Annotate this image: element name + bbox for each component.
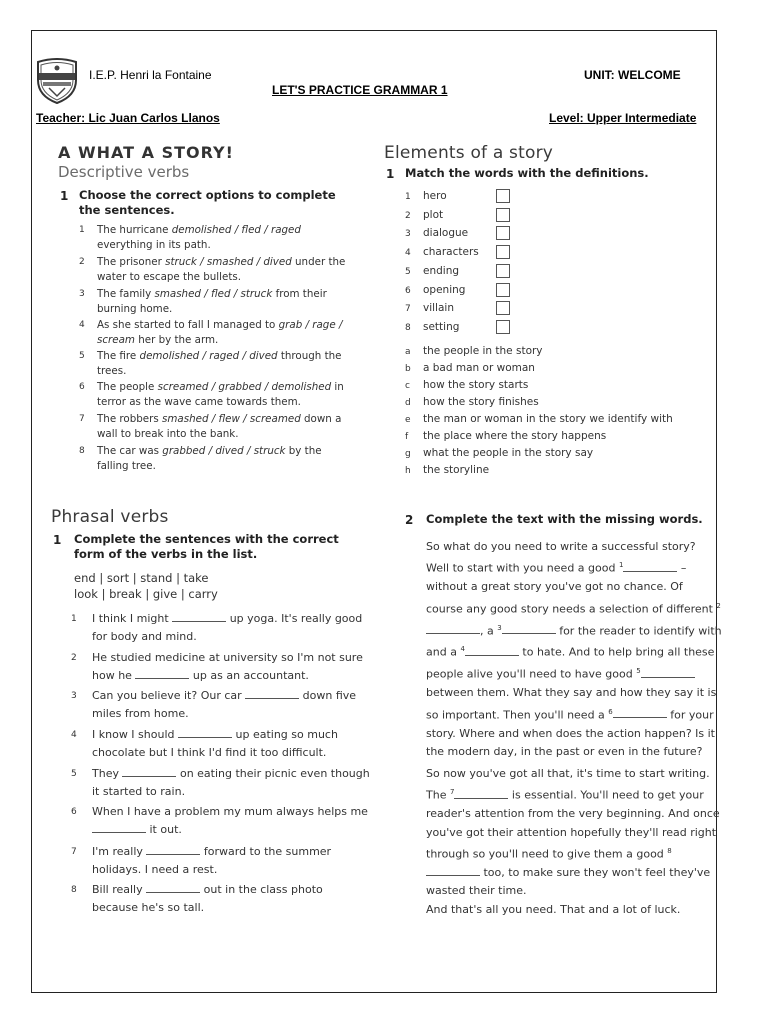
answer-box[interactable] xyxy=(496,320,510,334)
school-name: I.E.P. Henri la Fontaine xyxy=(89,68,212,82)
exercise-item xyxy=(71,687,371,723)
item-letter: d xyxy=(405,398,411,408)
section-a-title: A WHAT A STORY! xyxy=(58,143,234,162)
school-crest-logo xyxy=(35,58,79,104)
exercise-item xyxy=(79,287,349,317)
worksheet-title: LET'S PRACTICE GRAMMAR 1 xyxy=(272,83,448,97)
definition-text: how the story finishes xyxy=(423,396,539,408)
item-number: 3 xyxy=(405,229,411,240)
item-letter: g xyxy=(405,449,411,459)
answer-blank[interactable] xyxy=(92,822,146,833)
item-number: 2 xyxy=(79,257,85,267)
item-number: 4 xyxy=(71,730,77,740)
blank-number: 6 xyxy=(608,707,613,716)
answer-blank[interactable] xyxy=(135,668,189,679)
exercise-item xyxy=(71,765,371,801)
item-letter: c xyxy=(405,381,410,391)
definition-item xyxy=(405,447,593,459)
item-letter: a xyxy=(405,347,411,357)
match-word xyxy=(405,246,479,258)
answer-options[interactable]: struck / smashed / dived xyxy=(165,256,292,268)
story-text-paragraph-3: And that's all you need. That and a lot of luck. xyxy=(426,903,681,916)
blank-number: 3 xyxy=(497,623,502,632)
item-number: 7 xyxy=(405,304,411,315)
exercise-item xyxy=(79,318,349,348)
answer-blank[interactable] xyxy=(613,707,667,718)
definition-item xyxy=(405,464,489,476)
blank-number: 5 xyxy=(636,667,641,676)
word-text: ending xyxy=(423,264,460,277)
exercise-item xyxy=(71,649,371,685)
item-letter: e xyxy=(405,415,411,425)
item-text: They on eating their picnic even though it started to rain. xyxy=(92,767,370,798)
item-letter: h xyxy=(405,466,411,476)
item-text: The fire demolished / raged / dived through the trees. xyxy=(97,350,342,377)
answer-options[interactable]: demolished / raged / dived xyxy=(139,350,278,362)
item-text: Can you believe it? Our car down five miles from home. xyxy=(92,689,357,720)
word-text: opening xyxy=(423,283,466,296)
exercise-item xyxy=(71,726,371,762)
blank-number: 2 xyxy=(716,601,721,610)
item-number: 3 xyxy=(71,691,77,701)
exercise-item xyxy=(71,881,371,917)
answer-options[interactable]: screamed / grabbed / demolished xyxy=(157,381,332,393)
item-number: 5 xyxy=(79,351,85,361)
exercise-item xyxy=(79,444,349,474)
word-text: characters xyxy=(423,246,479,259)
item-text: The family smashed / fled / struck from their burning home. xyxy=(97,288,327,315)
item-number: 1 xyxy=(405,192,411,202)
answer-box[interactable] xyxy=(496,189,510,203)
definition-text: the people in the story xyxy=(423,345,543,357)
phrasal-verbs-heading: Phrasal verbs xyxy=(51,507,169,527)
item-number: 7 xyxy=(79,414,85,424)
item-text: When I have a problem my mum always helps me it out. xyxy=(92,805,368,836)
definition-item xyxy=(405,430,606,442)
answer-blank[interactable] xyxy=(623,561,677,572)
match-word xyxy=(405,284,465,296)
item-number: 2 xyxy=(71,653,77,663)
exercise-item xyxy=(79,223,349,253)
blank-number: 7 xyxy=(449,788,455,797)
answer-blank[interactable] xyxy=(178,727,232,738)
answer-box[interactable] xyxy=(496,264,510,278)
item-text: He studied medicine at university so I'm not sure how he up as an accountant. xyxy=(92,651,363,682)
match-word xyxy=(405,321,459,333)
definition-item xyxy=(405,413,673,425)
blank-number: 8 xyxy=(667,846,672,855)
answer-box[interactable] xyxy=(496,226,510,240)
definition-item xyxy=(405,345,543,357)
answer-blank[interactable] xyxy=(641,667,695,678)
item-text: Bill really out in the class photo because he's so tall. xyxy=(92,883,323,914)
answer-options[interactable]: grab / rage / scream xyxy=(97,319,343,346)
exercise-item xyxy=(71,843,371,879)
word-text: plot xyxy=(423,208,444,221)
word-text: villain xyxy=(423,302,454,315)
answer-blank[interactable] xyxy=(454,788,508,799)
answer-blank[interactable] xyxy=(146,844,200,855)
story-text-paragraph-2: So now you've got all that, it's time to start writing. The $^7$ is essential. You'll need to get your reader's attention from the very beginning. And once you've got their attention hopefully they'll read right through so you'll need to give them a good $^8$ too, to make sure they won't feel they've wasted their time. xyxy=(426,767,720,898)
exercise-item xyxy=(79,412,349,442)
answer-box[interactable] xyxy=(496,245,510,259)
item-letter: b xyxy=(405,364,411,374)
definition-item xyxy=(405,379,528,391)
exercise-instruction: Choose the correct options to complete the sentences. xyxy=(79,188,336,217)
exercise-item xyxy=(71,610,371,646)
story-text-paragraph-1: So what do you need to write a successful story? Well to start with you need a good $^1$ – without a great story you've got no chance. Of course any good story needs a selection of different $^2$, a $^3$ for the reader to identify with and a $^4$ to hate. And to help bring all these people alive you'll need to have good $^5$ between them. What they say and how they say it is so important. Then you'll need a $^6$ for your story. Where and when does the action happen? Is it the modern day, in the past or even in the future? xyxy=(426,540,722,758)
answer-blank[interactable] xyxy=(426,623,480,634)
word-text: setting xyxy=(423,320,460,333)
blank-number: 4 xyxy=(460,645,465,654)
item-text: The car was grabbed / dived / struck by the falling tree. xyxy=(97,445,322,472)
exercise-item xyxy=(79,349,349,379)
item-text: The people screamed / grabbed / demolished in terror as the wave came towards them. xyxy=(97,381,344,408)
answer-options[interactable]: grabbed / dived / struck xyxy=(162,445,286,457)
item-text: The robbers smashed / flew / screamed down a wall to break into the bank. xyxy=(97,413,342,440)
exercise-instruction: Complete the sentences with the correct form of the verbs in the list. xyxy=(74,532,339,561)
exercise-instruction: Complete the text with the missing words. xyxy=(426,512,703,526)
answer-blank[interactable] xyxy=(172,611,226,622)
item-number: 1 xyxy=(71,614,77,624)
match-word xyxy=(405,190,447,202)
verb-list-line-1: end | sort | stand | take xyxy=(74,571,209,585)
answer-blank[interactable] xyxy=(146,882,200,893)
item-letter: f xyxy=(405,432,409,442)
definition-text: the storyline xyxy=(423,464,490,476)
exercise-item xyxy=(79,255,349,285)
item-number: 6 xyxy=(71,807,77,817)
blank-number: 1 xyxy=(618,561,624,570)
item-number: 8 xyxy=(405,322,411,333)
match-word xyxy=(405,227,468,239)
verb-list-line-2: look | break | give | carry xyxy=(74,587,218,601)
item-text: I'm really forward to the summer holidays. I need a rest. xyxy=(92,845,332,876)
word-text: hero xyxy=(423,190,447,202)
answer-blank[interactable] xyxy=(122,766,176,777)
item-number: 6 xyxy=(405,285,411,296)
answer-options[interactable]: smashed / flew / screamed xyxy=(162,413,301,425)
definition-text: what the people in the story say xyxy=(423,447,594,459)
answer-options[interactable]: smashed / fled / struck xyxy=(154,288,273,300)
item-number: 5 xyxy=(71,769,77,779)
answer-box[interactable] xyxy=(496,208,510,222)
item-number: 8 xyxy=(71,885,77,895)
definition-text: how the story starts xyxy=(423,379,529,391)
exercise-item xyxy=(71,803,371,839)
answer-blank[interactable] xyxy=(465,645,519,656)
item-number: 7 xyxy=(71,847,77,857)
level-label: Level: Upper Intermediate xyxy=(549,111,697,125)
exercise-instruction: Match the words with the definitions. xyxy=(405,166,649,180)
answer-blank[interactable] xyxy=(502,623,556,634)
match-word xyxy=(405,265,459,277)
definition-text: the man or woman in the story we identify with xyxy=(423,413,673,425)
item-number: 6 xyxy=(79,382,85,392)
item-text: The hurricane demolished / fled / raged everything in its path. xyxy=(97,224,301,251)
item-number: 1 xyxy=(79,225,85,235)
answer-blank[interactable] xyxy=(245,688,299,699)
definition-item xyxy=(405,362,535,374)
item-text: I think I might up yoga. It's really good for body and mind. xyxy=(92,612,363,643)
definition-text: the place where the story happens xyxy=(423,430,607,442)
match-word xyxy=(405,302,454,314)
answer-options[interactable]: demolished / fled / raged xyxy=(171,224,301,236)
item-text: As she started to fall I managed to grab / rage / scream her by the arm. xyxy=(97,319,343,346)
item-number: 3 xyxy=(79,289,85,299)
word-text: dialogue xyxy=(423,227,469,240)
exercise-number: 2 xyxy=(405,513,414,527)
answer-box[interactable] xyxy=(496,301,510,315)
unit-label: UNIT: WELCOME xyxy=(584,68,681,82)
definition-text: a bad man or woman xyxy=(423,362,535,374)
teacher-label: Teacher: Lic Juan Carlos Llanos xyxy=(36,111,220,125)
answer-box[interactable] xyxy=(496,283,510,297)
elements-of-story-heading: Elements of a story xyxy=(384,143,554,163)
item-number: 4 xyxy=(405,248,411,259)
answer-blank[interactable] xyxy=(426,865,480,876)
exercise-number: 1 xyxy=(386,167,395,181)
descriptive-verbs-heading: Descriptive verbs xyxy=(58,163,190,181)
item-text: The prisoner struck / smashed / dived under the water to escape the bullets. xyxy=(97,256,346,283)
item-text: I know I should up eating so much chocolate but I think I'd find it too difficult. xyxy=(92,728,338,759)
item-number: 4 xyxy=(79,320,85,330)
match-word xyxy=(405,209,443,221)
exercise-item xyxy=(79,380,349,410)
item-number: 8 xyxy=(79,446,85,456)
item-number: 2 xyxy=(405,210,411,221)
definition-item xyxy=(405,396,539,408)
exercise-number: 1 xyxy=(60,189,69,203)
exercise-number: 1 xyxy=(53,533,62,547)
item-number: 5 xyxy=(405,266,411,277)
